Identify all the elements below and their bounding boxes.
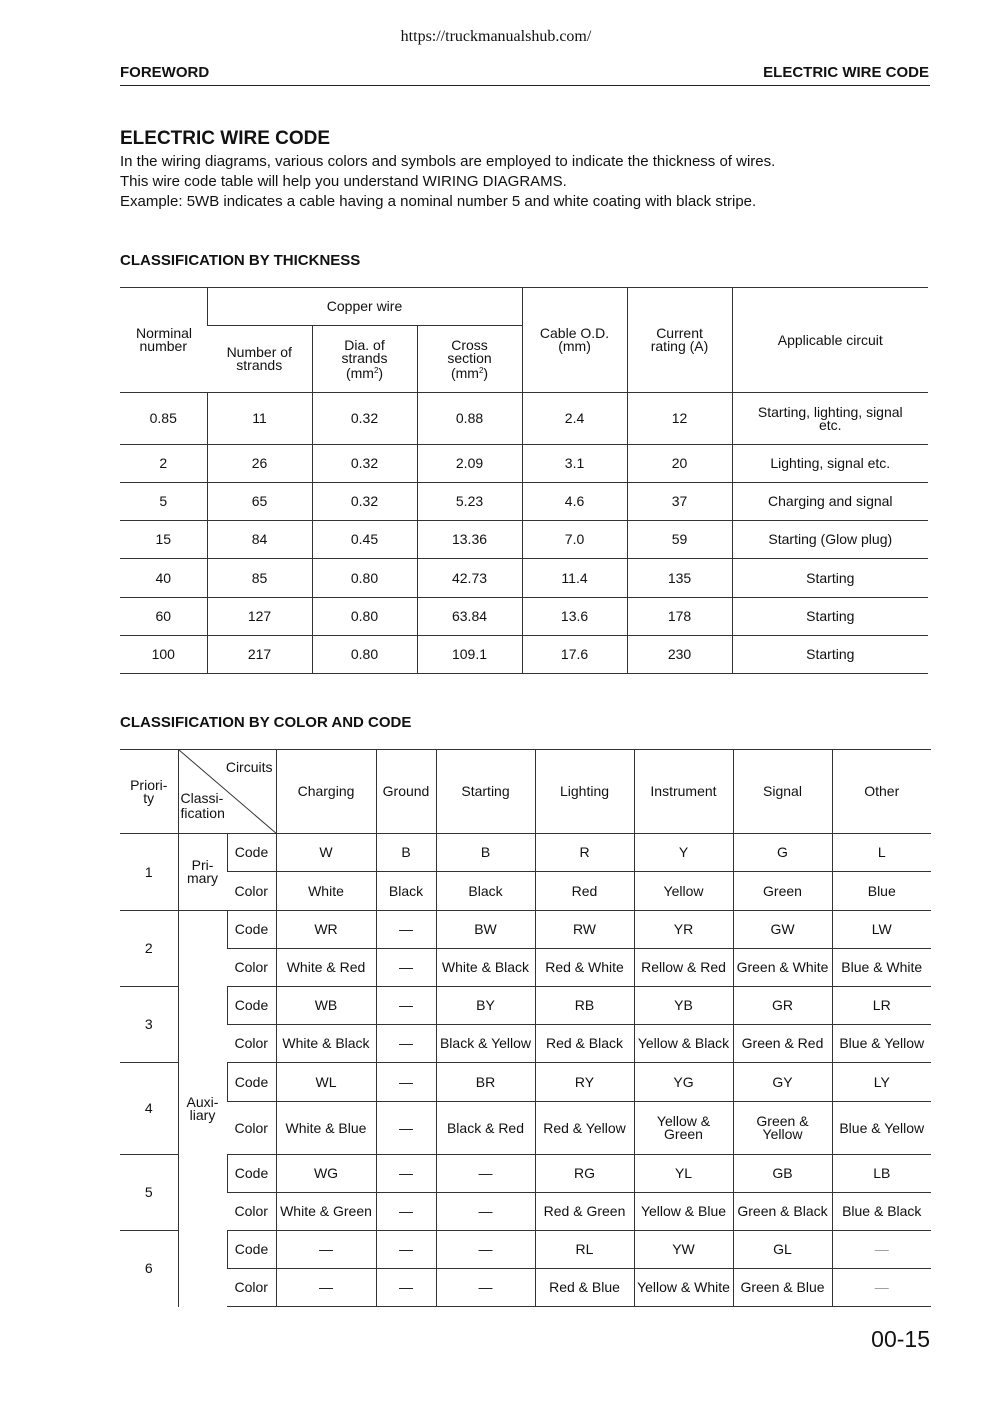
color-table-color-row: [120, 1025, 931, 1063]
color-table-color-row: [120, 1102, 931, 1155]
thickness-cell: 0.80: [312, 559, 417, 598]
code-cell: —: [436, 1231, 535, 1269]
thickness-table: [120, 287, 928, 674]
code-label: Code: [227, 834, 276, 872]
header-copper-wire: Copper wire: [207, 288, 522, 326]
code-cell: B: [376, 834, 436, 872]
code-cell: LY: [832, 1063, 931, 1102]
thickness-cell: 2: [120, 445, 207, 483]
header-rule: [120, 85, 930, 86]
header-strands-text: Number of strands: [226, 344, 292, 373]
code-cell: R: [535, 834, 634, 872]
code-cell: YR: [634, 911, 733, 949]
header-circuit: Instrument: [634, 750, 733, 834]
thickness-cell: Starting, lighting, signal etc.: [732, 393, 928, 445]
header-section-title: FOREWORD: [120, 64, 210, 81]
thickness-cell: 0.80: [312, 598, 417, 636]
page-title: ELECTRIC WIRE CODE: [120, 128, 331, 149]
code-cell: —: [832, 1231, 931, 1269]
thickness-cell: 109.1: [417, 636, 522, 674]
code-cell: B: [436, 834, 535, 872]
header-dia-text: Dia. of strands: [341, 336, 388, 366]
color-cell: Red & Black: [535, 1025, 634, 1063]
thickness-cell: 217: [207, 636, 312, 674]
color-table-color-row: [120, 1193, 931, 1231]
intro-text: [120, 152, 775, 212]
color-cell: Red: [535, 872, 634, 911]
thickness-cell: 0.32: [312, 483, 417, 521]
color-cell: —: [276, 1269, 376, 1307]
thickness-cell: 0.32: [312, 393, 417, 445]
priority-cell: 3: [120, 987, 178, 1063]
header-circuit: Other: [832, 750, 931, 834]
header-dia-unit: $(mm^2)$: [345, 364, 384, 381]
code-cell: LW: [832, 911, 931, 949]
code-cell: GR: [733, 987, 832, 1025]
code-cell: GW: [733, 911, 832, 949]
color-table-code-row: [120, 1231, 931, 1269]
thickness-cell: 2.4: [522, 393, 627, 445]
header-cable-od: Cable O.D. (mm): [522, 288, 627, 393]
color-cell: Red & Blue: [535, 1269, 634, 1307]
code-cell: W: [276, 834, 376, 872]
thickness-cell: Starting: [732, 598, 928, 636]
code-cell: RL: [535, 1231, 634, 1269]
classification-auxiliary: Auxi- liary: [178, 911, 227, 1307]
color-cell: Black: [376, 872, 436, 911]
priority-cell: 4: [120, 1063, 178, 1155]
thickness-cell: Starting: [732, 636, 928, 674]
code-cell: —: [376, 987, 436, 1025]
code-cell: LB: [832, 1155, 931, 1193]
thickness-cell: 63.84: [417, 598, 522, 636]
color-table-code-row: [120, 1155, 931, 1193]
color-cell: Black & Red: [436, 1102, 535, 1155]
intro-line: Example: 5WB indicates a cable having a nominal number 5 and white coating with black stripe.: [120, 193, 757, 210]
color-cell: Yellow & White: [634, 1269, 733, 1307]
priority-cell: 2: [120, 911, 178, 987]
header-circuit: Ground: [376, 750, 436, 834]
thickness-cell: 84: [207, 521, 312, 559]
color-heading: CLASSIFICATION BY COLOR AND CODE: [120, 714, 412, 731]
thickness-cell: 4.6: [522, 483, 627, 521]
code-cell: —: [376, 911, 436, 949]
color-table-code-row: [120, 1063, 931, 1102]
thickness-cell: 65: [207, 483, 312, 521]
color-cell: Rellow & Red: [634, 949, 733, 987]
thickness-row: [120, 393, 928, 445]
thickness-cell: 40: [120, 559, 207, 598]
header-classification-label: Classi- fication: [180, 790, 225, 821]
code-cell: WB: [276, 987, 376, 1025]
color-cell: Blue & Yellow: [832, 1025, 931, 1063]
color-cell: Red & Yellow: [535, 1102, 634, 1155]
header-circuit: Starting: [436, 750, 535, 834]
thickness-cell: 26: [207, 445, 312, 483]
code-label: Code: [227, 987, 276, 1025]
thickness-cell: Lighting, signal etc.: [732, 445, 928, 483]
header-cross-unit: $(mm^2)$: [450, 364, 489, 381]
code-cell: —: [436, 1155, 535, 1193]
code-cell: Y: [634, 834, 733, 872]
thickness-cell: 7.0: [522, 521, 627, 559]
thickness-row: [120, 559, 928, 598]
code-cell: YW: [634, 1231, 733, 1269]
color-cell: Green & Yellow: [733, 1102, 832, 1155]
thickness-cell: 11.4: [522, 559, 627, 598]
color-cell: Green & White: [733, 949, 832, 987]
color-cell: —: [376, 1102, 436, 1155]
color-table-color-row: [120, 872, 931, 911]
code-cell: RY: [535, 1063, 634, 1102]
code-cell: WL: [276, 1063, 376, 1102]
color-table-color-row: [120, 949, 931, 987]
color-cell: White: [276, 872, 376, 911]
thickness-cell: Starting (Glow plug): [732, 521, 928, 559]
color-cell: —: [436, 1193, 535, 1231]
thickness-cell: 100: [120, 636, 207, 674]
code-cell: GB: [733, 1155, 832, 1193]
code-cell: RB: [535, 987, 634, 1025]
color-cell: Yellow & Green: [634, 1102, 733, 1155]
code-cell: YG: [634, 1063, 733, 1102]
thickness-row: [120, 445, 928, 483]
color-table-color-row: [120, 1269, 931, 1307]
header-nominal-number: Norminal number: [120, 288, 207, 393]
code-label: Code: [227, 1231, 276, 1269]
header-chapter-title: ELECTRIC WIRE CODE: [763, 64, 929, 81]
code-cell: L: [832, 834, 931, 872]
code-cell: RW: [535, 911, 634, 949]
thickness-cell: 42.73: [417, 559, 522, 598]
thickness-cell: 59: [627, 521, 732, 559]
color-cell: Green & Black: [733, 1193, 832, 1231]
color-label: Color: [227, 1102, 276, 1155]
code-cell: GY: [733, 1063, 832, 1102]
thickness-cell: 37: [627, 483, 732, 521]
source-url[interactable]: https://truckmanualshub.com/: [400, 28, 592, 45]
color-label: Color: [227, 1269, 276, 1307]
thickness-cell: 15: [120, 521, 207, 559]
code-cell: LR: [832, 987, 931, 1025]
color-cell: —: [436, 1269, 535, 1307]
color-cell: Blue & Yellow: [832, 1102, 931, 1155]
thickness-cell: 13.36: [417, 521, 522, 559]
thickness-cell: 5.23: [417, 483, 522, 521]
intro-line: This wire code table will help you understand WIRING DIAGRAMS.: [120, 173, 567, 190]
color-cell: Green: [733, 872, 832, 911]
thickness-cell: 135: [627, 559, 732, 598]
thickness-cell: 0.85: [120, 393, 207, 445]
color-cell: White & Black: [276, 1025, 376, 1063]
thickness-cell: 0.32: [312, 445, 417, 483]
thickness-row: [120, 598, 928, 636]
priority-cell: 6: [120, 1231, 178, 1307]
thickness-cell: 178: [627, 598, 732, 636]
priority-cell: 1: [120, 834, 178, 911]
code-cell: YL: [634, 1155, 733, 1193]
thickness-row: [120, 483, 928, 521]
header-cross-text: Cross section: [447, 336, 492, 366]
thickness-row: [120, 521, 928, 559]
color-cell: Green & Blue: [733, 1269, 832, 1307]
color-cell: White & Green: [276, 1193, 376, 1231]
thickness-cell: 0.88: [417, 393, 522, 445]
code-cell: —: [376, 1063, 436, 1102]
code-label: Code: [227, 1155, 276, 1193]
header-number-of-strands: [207, 326, 312, 393]
color-cell: Yellow & Black: [634, 1025, 733, 1063]
header-applicable-circuit: Applicable circuit: [732, 288, 928, 393]
color-code-table: [120, 749, 931, 1307]
thickness-cell: 13.6: [522, 598, 627, 636]
color-table-code-row: [120, 911, 931, 949]
code-cell: —: [276, 1231, 376, 1269]
color-cell: —: [832, 1269, 931, 1307]
thickness-cell: Charging and signal: [732, 483, 928, 521]
thickness-cell: 0.80: [312, 636, 417, 674]
color-label: Color: [227, 1193, 276, 1231]
color-table-code-row: [120, 987, 931, 1025]
thickness-cell: 17.6: [522, 636, 627, 674]
header-circuit: Charging: [276, 750, 376, 834]
thickness-cell: 0.45: [312, 521, 417, 559]
color-cell: —: [376, 1269, 436, 1307]
thickness-cell: 11: [207, 393, 312, 445]
classification-primary: Pri- mary: [178, 834, 227, 911]
color-cell: Red & White: [535, 949, 634, 987]
header-current-rating: Current rating (A): [627, 288, 732, 393]
code-cell: WR: [276, 911, 376, 949]
intro-line: In the wiring diagrams, various colors and symbols are employed to indicate the thickness of wires.: [120, 153, 776, 170]
code-label: Code: [227, 1063, 276, 1102]
header-circuits-label: Circuits: [225, 759, 273, 775]
thickness-cell: 85: [207, 559, 312, 598]
color-table-code-row: [120, 834, 931, 872]
code-cell: BR: [436, 1063, 535, 1102]
thickness-cell: 2.09: [417, 445, 522, 483]
color-label: Color: [227, 1025, 276, 1063]
code-cell: GL: [733, 1231, 832, 1269]
code-cell: WG: [276, 1155, 376, 1193]
color-cell: White & Black: [436, 949, 535, 987]
priority-cell: 5: [120, 1155, 178, 1231]
thickness-cell: 60: [120, 598, 207, 636]
color-label: Color: [227, 872, 276, 911]
code-cell: RG: [535, 1155, 634, 1193]
code-cell: —: [376, 1231, 436, 1269]
code-cell: YB: [634, 987, 733, 1025]
header-circuits-classification: [178, 750, 276, 834]
color-cell: Yellow & Blue: [634, 1193, 733, 1231]
thickness-cell: 20: [627, 445, 732, 483]
header-priority: Priori- ty: [120, 750, 178, 834]
thickness-heading: CLASSIFICATION BY THICKNESS: [120, 252, 361, 269]
color-cell: Yellow: [634, 872, 733, 911]
header-dia-of-strands: [312, 326, 417, 393]
code-cell: —: [376, 1155, 436, 1193]
color-cell: Blue & Black: [832, 1193, 931, 1231]
color-cell: —: [376, 1025, 436, 1063]
color-cell: White & Blue: [276, 1102, 376, 1155]
color-cell: —: [376, 949, 436, 987]
thickness-cell: 3.1: [522, 445, 627, 483]
code-cell: BW: [436, 911, 535, 949]
color-cell: Blue & White: [832, 949, 931, 987]
color-cell: Black: [436, 872, 535, 911]
color-cell: Black & Yellow: [436, 1025, 535, 1063]
code-cell: BY: [436, 987, 535, 1025]
thickness-cell: 5: [120, 483, 207, 521]
code-cell: G: [733, 834, 832, 872]
color-label: Color: [227, 949, 276, 987]
color-cell: Blue: [832, 872, 931, 911]
thickness-cell: 12: [627, 393, 732, 445]
header-circuit: Signal: [733, 750, 832, 834]
header-circuit: Lighting: [535, 750, 634, 834]
thickness-cell: 230: [627, 636, 732, 674]
color-cell: White & Red: [276, 949, 376, 987]
color-cell: Red & Green: [535, 1193, 634, 1231]
header-cross-section: [417, 326, 522, 393]
thickness-row: [120, 636, 928, 674]
color-cell: Green & Red: [733, 1025, 832, 1063]
code-label: Code: [227, 911, 276, 949]
thickness-cell: Starting: [732, 559, 928, 598]
thickness-cell: 127: [207, 598, 312, 636]
color-cell: —: [376, 1193, 436, 1231]
page-number: 00-15: [871, 1326, 930, 1352]
